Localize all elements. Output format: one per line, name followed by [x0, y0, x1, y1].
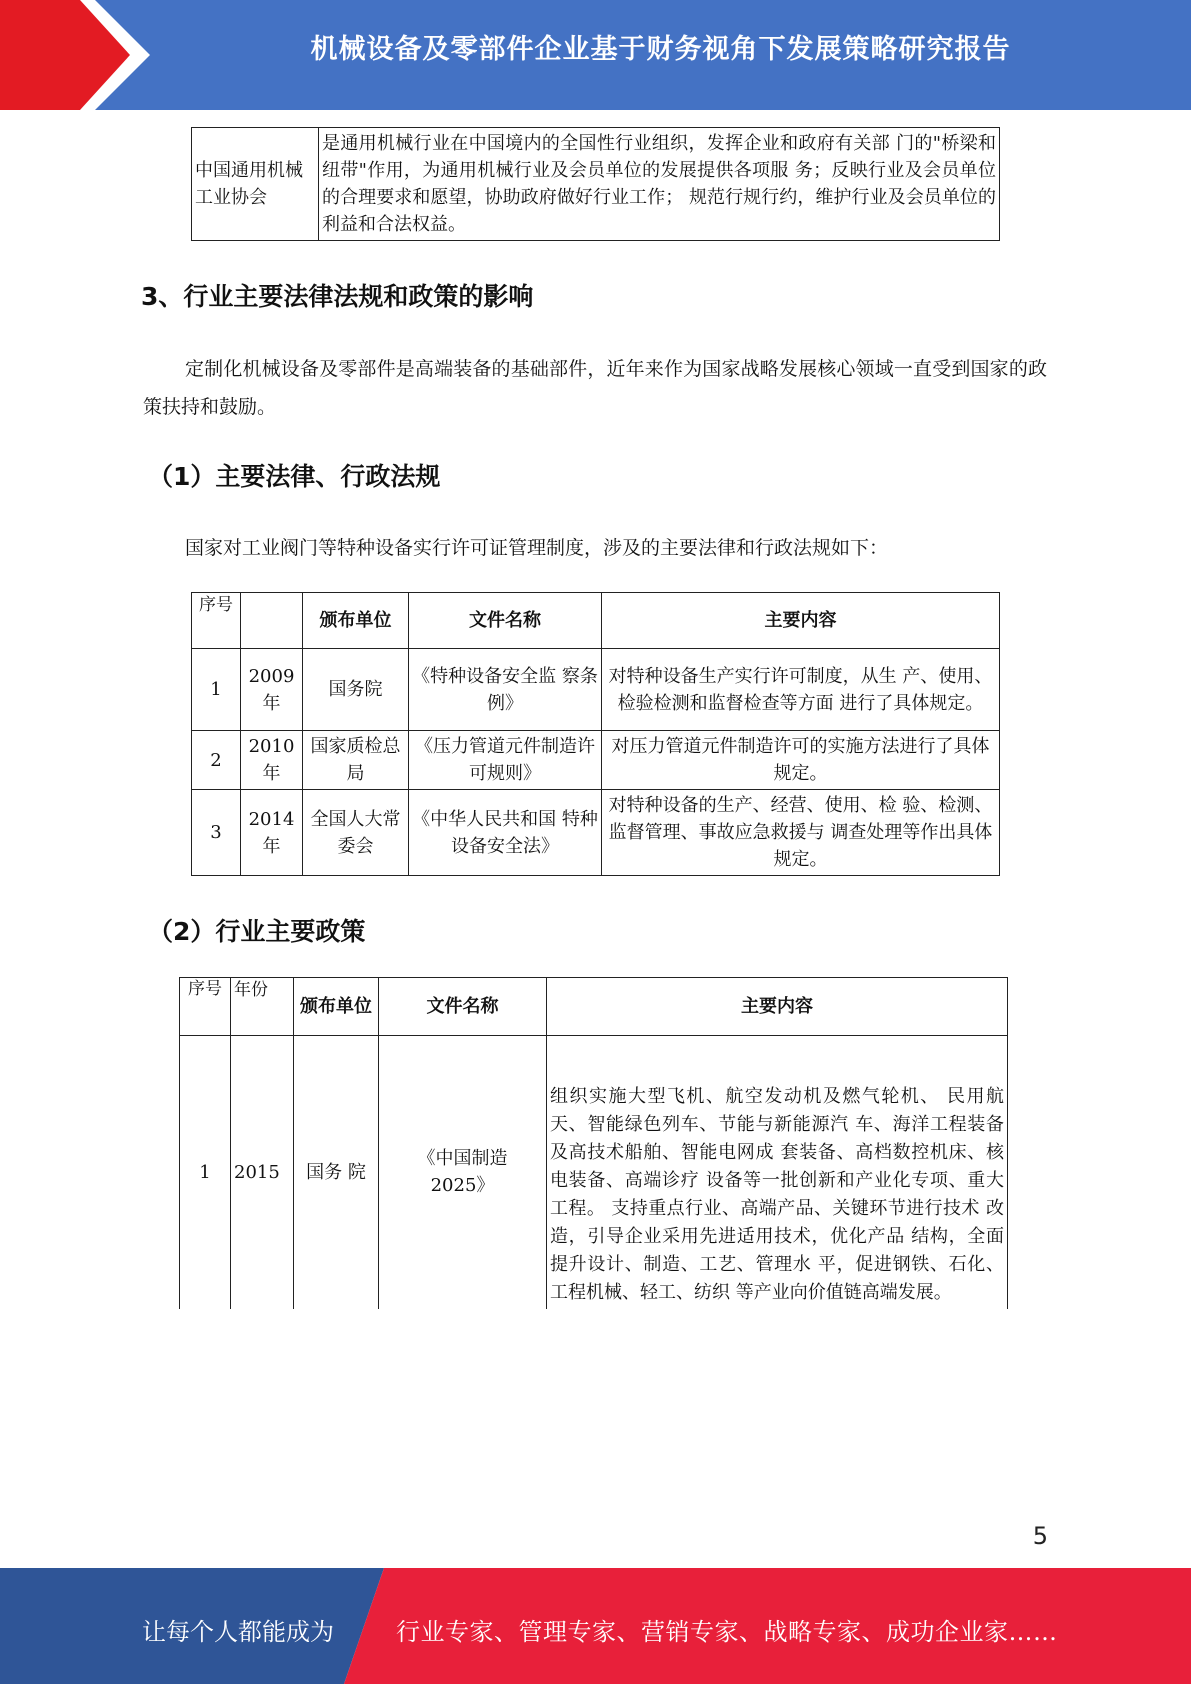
section-3-title: 3、行业主要法律法规和政策的影响 [141, 282, 534, 311]
row-doc: 《中国制造2025》 [379, 1036, 547, 1309]
table-row [192, 649, 1000, 731]
association-table [191, 127, 1000, 241]
col-header-no: 序号 [180, 978, 231, 1036]
row-content: 对压力管道元件制造许可的实施方法进行了具体规定。 [602, 731, 1000, 790]
association-description: 是通用机械行业在中国境内的全国性行业组织，发挥企业和政府有关部 门的"桥梁和纽带"作用，为通用机械行业及会员单位的发展提供各项服 务；反映行业及会员单位的合理要求和愿望，协助政府做好行业工作； 规范行规行约，维护行业及会员单位的利益和合法权益。 [319, 128, 1000, 241]
col-header-year [241, 593, 303, 649]
row-content: 组织实施大型飞机、航空发动机及燃气轮机、 民用航天、智能绿色列车、节能与新能源汽 车、海洋工程装备及高技术船舶、智能电网成 套装备、高档数控机床、核电装备、高端诊疗 设备等一批创新和产业化专项、重大工程。 支持重点行业、高端产品、关键环节进行技术 改造，引导企业采用先进适用技术，优化产品 结构，全面提升设计、制造、工艺、管理水 平，促进钢铁、石化、工程机械、轻工、纺织 等产业向价值链高端发展。 [547, 1036, 1008, 1309]
row-no: 2 [192, 731, 241, 790]
col-header-issuer: 颁布单位 [294, 978, 379, 1036]
col-header-content: 主要内容 [547, 978, 1008, 1036]
row-year: 2015 [231, 1036, 294, 1309]
col-header-doc: 文件名称 [409, 593, 602, 649]
table-row [192, 790, 1000, 876]
association-name: 中国通用机械工业协会 [192, 128, 319, 241]
col-header-content: 主要内容 [602, 593, 1000, 649]
row-no: 3 [192, 790, 241, 876]
table-row [180, 1036, 1008, 1309]
row-year: 2010年 [241, 731, 303, 790]
row-issuer: 国务 院 [294, 1036, 379, 1309]
header-chevron-decoration [0, 0, 160, 110]
table-row [192, 731, 1000, 790]
col-header-doc: 文件名称 [379, 978, 547, 1036]
col-header-issuer: 颁布单位 [303, 593, 409, 649]
page-number: 5 [1032, 1522, 1048, 1550]
col-header-no: 序号 [192, 593, 241, 649]
row-issuer: 全国人大常委会 [303, 790, 409, 876]
section-3-paragraph: 定制化机械设备及零部件是高端装备的基础部件，近年来作为国家战略发展核心领域一直受到国家的政策扶持和鼓励。 [143, 358, 1047, 418]
row-year: 2009年 [241, 649, 303, 731]
row-issuer: 国务院 [303, 649, 409, 731]
row-doc: 《中华人民共和国 特种设备安全法》 [409, 790, 602, 876]
row-no: 1 [180, 1036, 231, 1309]
footer-slogan-right: 行业专家、管理专家、营销专家、战略专家、成功企业家…… [396, 1618, 1058, 1646]
row-doc: 《特种设备安全监 察条例》 [409, 649, 602, 731]
table-header-row [180, 978, 1008, 1036]
policies-title: （2）行业主要政策 [148, 917, 366, 946]
row-issuer: 国家质检总局 [303, 731, 409, 790]
table-row [192, 128, 1000, 241]
row-no: 1 [192, 649, 241, 731]
header-title: 机械设备及零部件企业基于财务视角下发展策略研究报告 [310, 34, 1011, 65]
laws-title: （1）主要法律、行政法规 [148, 462, 441, 491]
row-doc: 《压力管道元件制造许可规则》 [409, 731, 602, 790]
row-content: 对特种设备生产实行许可制度，从生 产、使用、检验检测和监督检查等方面 进行了具体规定。 [602, 649, 1000, 731]
page-header [0, 0, 1191, 110]
policies-table [179, 977, 1008, 1309]
laws-table [191, 592, 1000, 876]
laws-intro: 国家对工业阀门等特种设备实行许可证管理制度，涉及的主要法律和行政法规如下： [185, 537, 889, 559]
row-year: 2014年 [241, 790, 303, 876]
table-header-row [192, 593, 1000, 649]
col-header-year: 年份 [231, 978, 294, 1036]
row-content: 对特种设备的生产、经营、使用、检 验、检测、监督管理、事故应急救援与 调查处理等作出具体规定。 [602, 790, 1000, 876]
footer-slogan-left: 让每个人都能成为 [142, 1618, 334, 1646]
